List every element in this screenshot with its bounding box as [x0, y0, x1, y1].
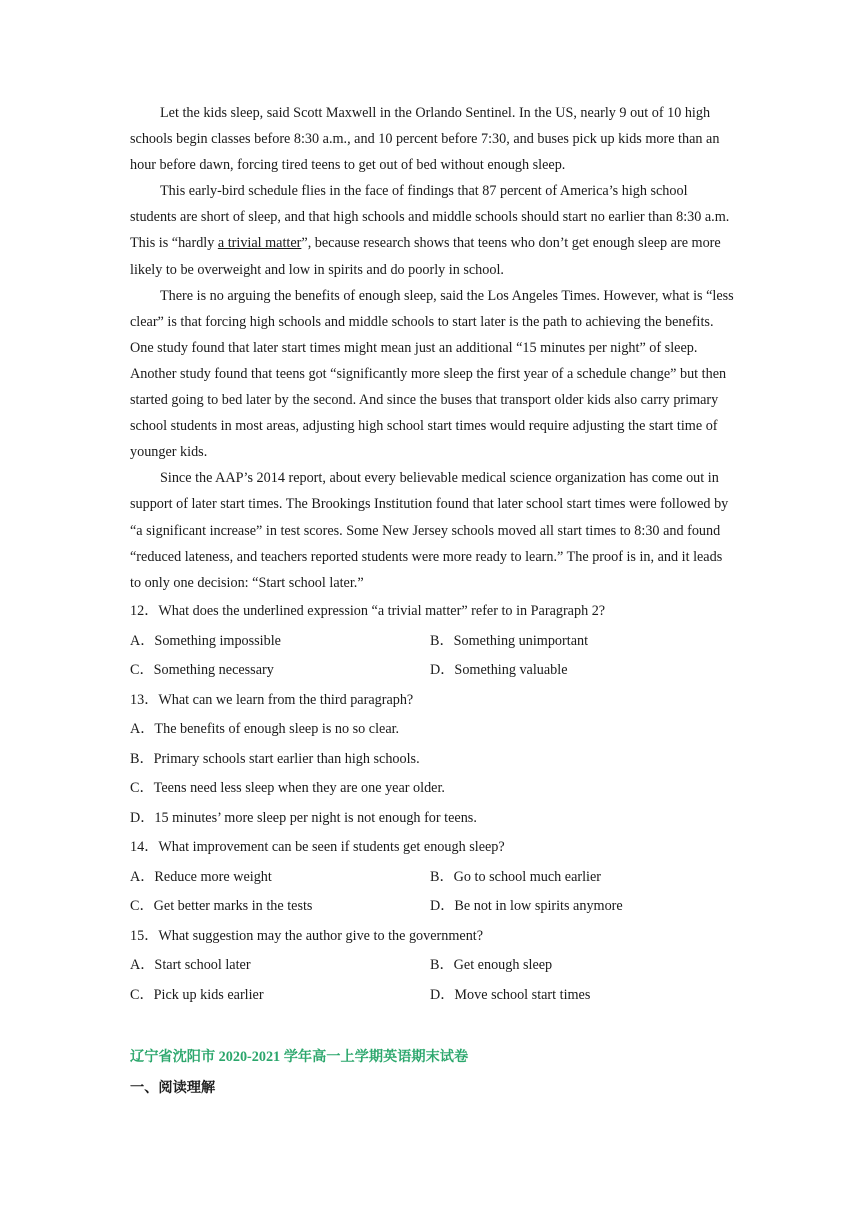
question-15-option-b: B．Get enough sleep [430, 957, 553, 973]
paragraph-2-before: This early-bird schedule flies in the face of findings that 87 percent of America’s high school students are short of sleep, and that high schools and middle schools should start no earlier than 8:30 a.m. This is “hardly [130, 183, 730, 252]
question-15-option-c: C．Pick up kids earlier [130, 987, 264, 1003]
question-13-option-c: C．Teens need less sleep when they are one year older. [130, 780, 445, 796]
question-14-option-c: C．Get better marks in the tests [130, 898, 313, 914]
question-12-option-b: B．Something unimportant [430, 633, 589, 649]
paragraph-2 [130, 178, 734, 282]
question-12-option-a: A．Something impossible [130, 633, 281, 649]
question-14-option-a: A．Reduce more weight [130, 869, 272, 885]
question-15-stem: 15．What suggestion may the author give to the government? [130, 928, 484, 944]
question-14-option-d: D．Be not in low spirits anymore [430, 898, 623, 914]
section-heading: 一、阅读理解 [130, 1080, 216, 1096]
question-13-option-b: B．Primary schools start earlier than high schools. [130, 751, 420, 767]
question-13-option-a: A．The benefits of enough sleep is no so clear. [130, 721, 400, 737]
paragraph-3: There is no arguing the benefits of enough sleep, said the Los Angeles Times. However, what is “less clear” is that forcing high schools and middle schools to start later is the path to achieving the benefits. One study found that later start times might mean just an additional “15 minutes per night” of sleep. Another study found that teens got “significantly more sleep the first year of a schedule change” but then started going to bed later by the second. And since the buses that transport older kids also carry primary school students in most areas, adjusting high school start times would require adjusting the start time of younger kids. [130, 287, 734, 461]
question-15-option-a: A．Start school later [130, 957, 251, 973]
question-12-option-c: C．Something necessary [130, 662, 274, 678]
question-13-option-d: D．15 minutes’ more sleep per night is not enough for teens. [130, 810, 477, 826]
question-13-stem: 13．What can we learn from the third paragraph? [130, 692, 414, 708]
paragraph-2-after: ”, because research shows that teens who don’t get enough sleep are more likely to be overweight and low in spirits and do poorly in school. [130, 235, 721, 278]
paragraph-4: Since the AAP’s 2014 report, about every believable medical science organization has come out in support of later start times. The Brookings Institution found that later school start times were followed by “a significant increase” in test scores. Some New Jersey schools moved all start times to 8:30 and found “reduced lateness, and teachers reported students were more ready to learn.” The proof is in, and it leads to only one decision: “Start school later.” [130, 470, 729, 591]
underlined-expression: a trivial matter [217, 235, 302, 252]
question-15-option-d: D．Move school start times [430, 987, 591, 1003]
question-12-option-d: D．Something valuable [430, 662, 568, 678]
reading-passage [130, 100, 734, 596]
question-12-stem: 12．What does the underlined expression “a trivial matter” refer to in Paragraph 2? [130, 603, 606, 619]
exam-title: 辽宁省沈阳市 2020-2021 学年高一上学期英语期末试卷 [130, 1049, 469, 1065]
question-14-option-b: B．Go to school much earlier [430, 869, 601, 885]
question-14-stem: 14．What improvement can be seen if students get enough sleep? [130, 839, 505, 855]
paragraph-1: Let the kids sleep, said Scott Maxwell in the Orlando Sentinel. In the US, nearly 9 out of 10 high schools begin classes before 8:30 a.m., and 10 percent before 7:30, and buses pick up kids more than an hour before dawn, forcing tired teens to get out of bed without enough sleep. [130, 105, 720, 174]
